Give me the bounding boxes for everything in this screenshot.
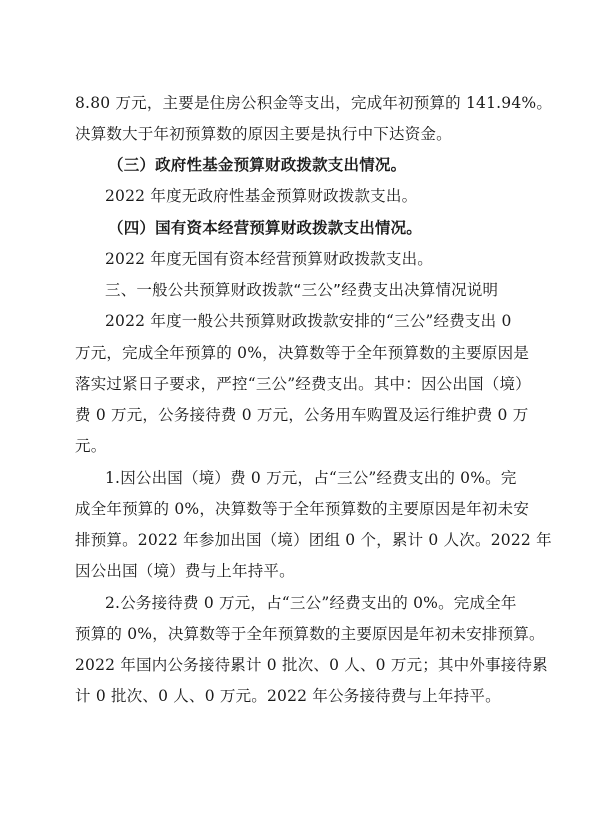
- paragraph-line: 费 0 万元，公务接待费 0 万元，公务用车购置及运行维护费 0 万: [75, 406, 529, 424]
- paragraph-line: 排预算。2022 年参加出国（境）团组 0 个，累计 0 人次。2022 年: [75, 531, 552, 549]
- paragraph-line: 预算的 0%，决算数等于全年预算数的主要原因是年初未安排预算。: [75, 625, 545, 643]
- section-heading-3: 三、一般公共预算财政拨款“三公”经费支出决算情况说明: [105, 281, 499, 299]
- paragraph-line: 2022 年国内公务接待累计 0 批次、0 人、0 万元；其中外事接待累: [75, 656, 548, 674]
- paragraph-line: 2022 年度无国有资本经营预算财政拨款支出。: [105, 250, 433, 268]
- paragraph-line: 元。: [75, 437, 107, 455]
- paragraph-line: 2022 年度无政府性基金预算财政拨款支出。: [105, 187, 418, 205]
- paragraph-line: 1.因公出国（境）费 0 万元，占“三公”经费支出的 0%。完: [105, 469, 517, 487]
- paragraph-line: 计 0 批次、0 人、0 万元。2022 年公务接待费与上年持平。: [75, 687, 501, 705]
- subsection-heading-4: （四）国有资本经营预算财政拨款支出情况。: [108, 219, 423, 237]
- paragraph-line: 成全年预算的 0%，决算数等于全年预算数的主要原因是年初未安: [75, 500, 530, 518]
- paragraph-line: 落实过紧日子要求，严控“三公”经费支出。其中：因公出国（境）: [75, 375, 531, 393]
- paragraph-line: 决算数大于年初预算数的原因主要是执行中下达资金。: [75, 125, 452, 143]
- paragraph-line: 2022 年度一般公共预算财政拨款安排的“三公”经费支出 0: [105, 312, 512, 330]
- paragraph-line: 万元，完成全年预算的 0%，决算数等于全年预算数的主要原因是: [75, 344, 530, 362]
- paragraph-line: 8.80 万元，主要是住房公积金等支出，完成年初预算的 141.94%。: [75, 94, 553, 112]
- paragraph-line: 2.公务接待费 0 万元，占“三公”经费支出的 0%。完成全年: [105, 594, 517, 612]
- paragraph-line: 因公出国（境）费与上年持平。: [75, 562, 295, 580]
- subsection-heading-3: （三）政府性基金预算财政拨款支出情况。: [108, 156, 407, 174]
